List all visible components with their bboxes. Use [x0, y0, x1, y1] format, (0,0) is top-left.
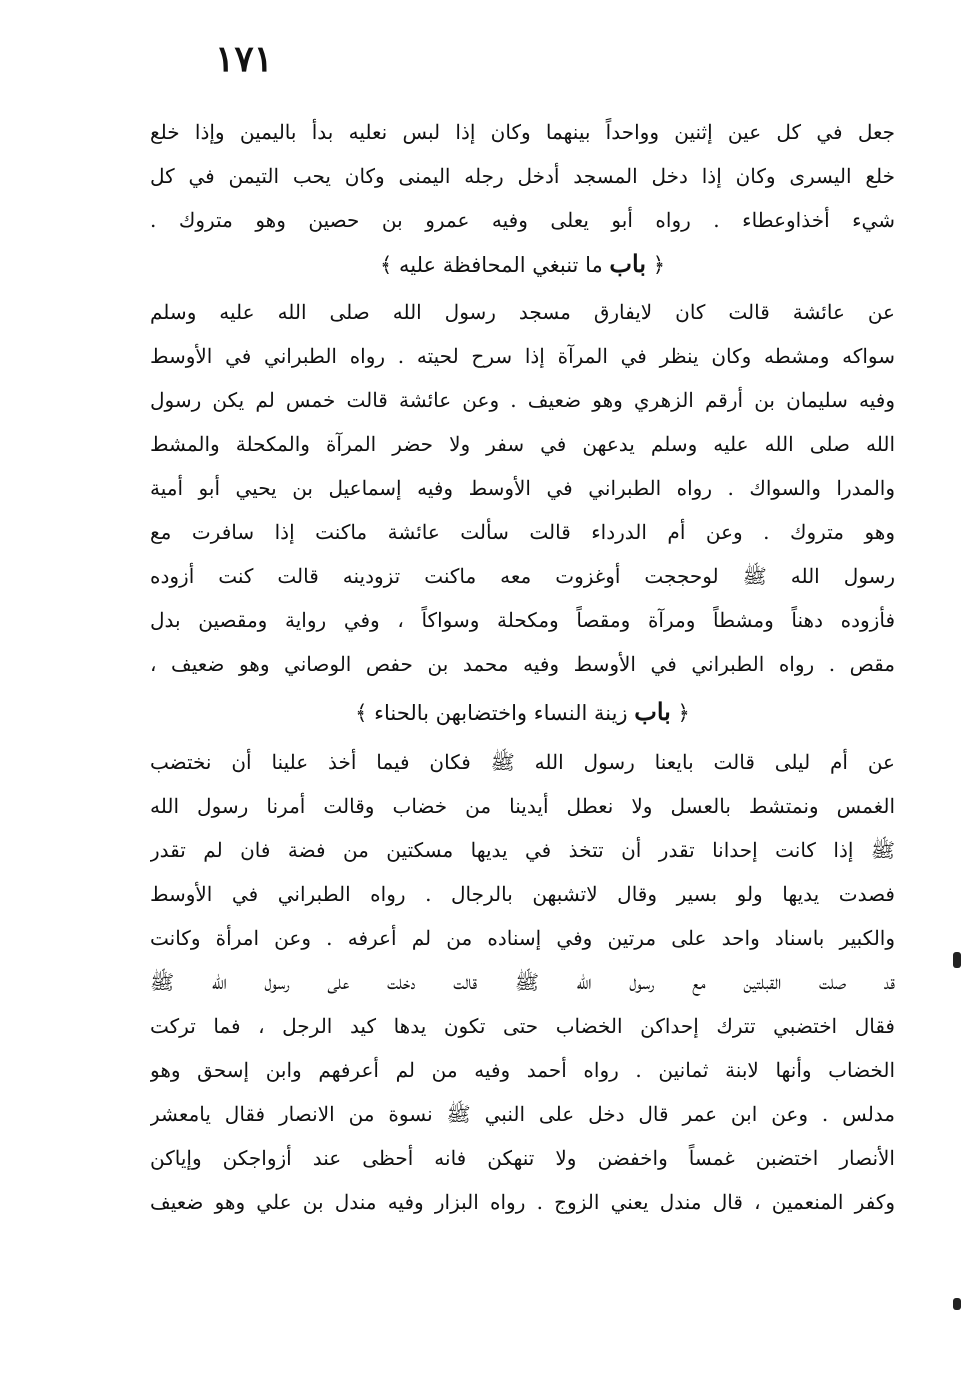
text-line: قد صلت القبلتين مع رسول الله ﷺ قالت دخلت على رسول الله ﷺ — [150, 970, 895, 994]
text-line: والمدرا والسواك . رواه الطبراني في الأوسط وفيه إسماعيل بن يحيي أبو أمية — [150, 476, 895, 500]
text-line: ﷺ إذا كانت إحدانا تقدر أن تتخذ في يديها مسكتين من فضة فان لم تقدر — [150, 838, 895, 862]
text-line: مدلس . وعن ابن عمر قال دخل على النبي ﷺ نسوة من الانصار فقال يامعشر — [150, 1102, 895, 1126]
heading-title: زينة النساء واختضابهن بالحناء — [374, 701, 628, 725]
text-line: فأزوده دهناً ومشطاً ومرآة ومقصاً ومكحلة وسواكاً ، وفي رواية ومقصين بدل — [150, 608, 895, 632]
text-line: خلع اليسرى وكان إذا دخل المسجد أدخل رجله اليمنى وكان يحب التيمن في كل — [150, 164, 895, 188]
paragraph-body — [150, 290, 895, 686]
text-line: جعل في كل عين إثنين وواحداً بينهما وكان إذا لبس نعليه بدأ باليمين وإذا خلع — [150, 120, 895, 144]
heading-title: ما تنبغي المحافظة عليه — [398, 253, 603, 277]
chapter-heading — [150, 242, 895, 286]
text-line: فصدت يديها ولو بسير وقال لاتشبهن بالرجال . رواه الطبراني في الأوسط — [150, 882, 895, 906]
text-line: والكبير باسناد واحد على مرتين وفي إسناده من لم أعرفه . وعن امرأة وكانت — [150, 926, 895, 950]
page-number: ١٧١ — [215, 38, 274, 80]
text-line: شيء أخذاوعطاء . رواه أبو يعلى وفيه عمرو بن حصين وهو متروك . — [150, 208, 895, 232]
text-line: رسول الله ﷺ لوحججت أوغزوت معه ماكنت تزودينه قالت كنت أزوده — [150, 564, 895, 588]
chapter-heading — [150, 690, 895, 734]
text-line: سواكه ومشطه وكان ينظر في المرآة إذا سرح لحيته . رواه الطبراني في الأوسط — [150, 344, 895, 368]
heading-line — [150, 690, 895, 734]
heading-bab: باب — [609, 249, 647, 278]
text-line: الغمس ونمتشط بالعسل ولا نعطل أيدينا من خضاب وقالت أمرنا رسول الله — [150, 794, 895, 818]
heading-bracket-close: ﴾ — [355, 701, 368, 725]
heading-bab: باب — [634, 697, 671, 726]
scan-edge-mark — [953, 1298, 961, 1310]
heading-bracket-open: ﴿ — [652, 253, 666, 277]
text-line: الأنصار اختضبن غمساً واخفضن ولا تنهكن فانه أحظى عند أزواجكن وإياكن — [150, 1146, 895, 1170]
text-line: وكفر المنعمين ، قال مندل يعني الزوج . رواه البزار وفيه مندل بن علي وهو ضعيف — [150, 1190, 895, 1214]
text-line: وفيه سليمان بن أرقم الزهري وهو ضعيف . وعن عائشة قالت خمس لم يكن رسول — [150, 388, 895, 412]
text-line: فقال اختضبي تترك إحداكن الخضاب حتى تكون يدها كيد الرجل ، فما تركت — [150, 1014, 895, 1038]
text-line: مقص . رواه الطبراني في الأوسط وفيه محمد بن حفص الوصاني وهو ضعيف ، — [150, 652, 895, 676]
heading-bracket-open: ﴿ — [677, 701, 690, 725]
text-line: وهو متروك . وعن أم الدرداء قالت سألت عائشة ماكنت إذا سافرت مع — [150, 520, 895, 544]
heading-line — [150, 242, 895, 286]
scan-edge-mark — [953, 952, 961, 968]
heading-bracket-close: ﴾ — [379, 253, 393, 277]
text-line: عن أم ليلى قالت بايعنا رسول الله ﷺ فكان فيما أخذ علينا أن نختضب — [150, 750, 895, 774]
text-line: الخضاب وأنها لابنة ثمانين . رواه أحمد وفيه من لم أعرفهم وابن إسحق وهو — [150, 1058, 895, 1082]
paragraph-continuation — [150, 110, 895, 242]
text-line: عن عائشة قالت كان لايفارق مسجد رسول الله صلى الله عليه وسلم — [150, 300, 895, 324]
text-line: الله صلى الله عليه وسلم يدعهن في سفر ولا حضر المرآة والمكحلة والمشط — [150, 432, 895, 456]
paragraph-body — [150, 740, 895, 1224]
